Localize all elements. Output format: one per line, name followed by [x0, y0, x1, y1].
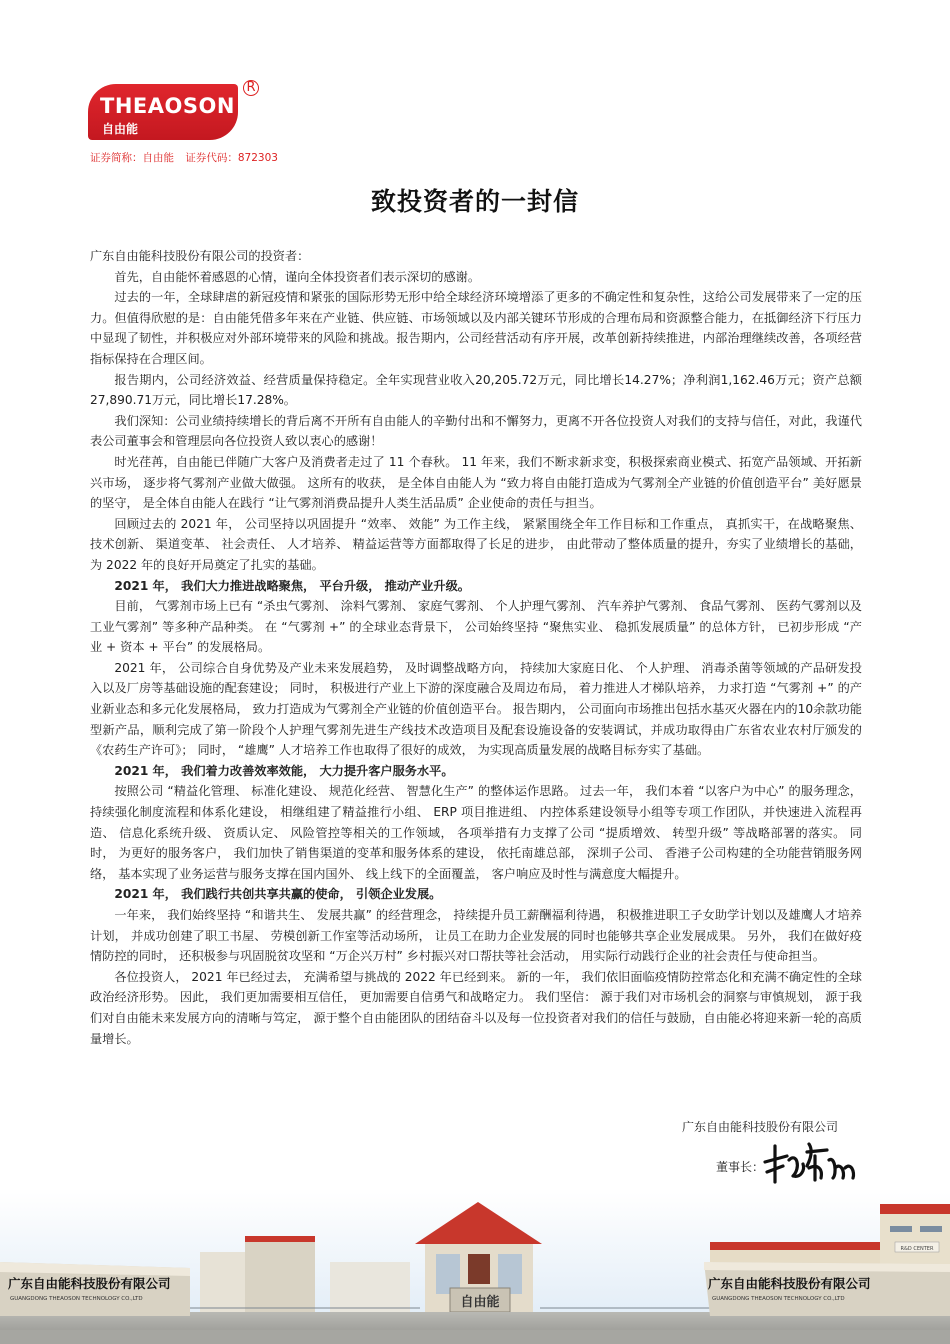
letter-paragraph: 我们深知：公司业绩持续增长的背后离不开所有自由能人的辛勤付出和不懈努力，更离不开各位投资人对我们的支持与信任，对此，我谨代表公司董事会和管理层向各位投资人致以衷心的感谢！ — [90, 413, 862, 449]
letter-paragraph: 过去的一年，全球肆虐的新冠疫情和紧张的国际形势无形中给全球经济环境增添了更多的不确定性和复杂性，这给公司发展带来了一定的压力。但值得欣慰的是：自由能凭借多年来在产业链、供应链、市场领域以及内部关键环节形成的合理布局和资源整合能力，在抵御经济下行压力中显现了韧性，并积极应对外部环境带来的风险和挑战。报告期内，公司经营活动有序开展，改革创新持续推进，内部治理继续改善，各项经营指标保持在合理区间。 — [90, 290, 862, 366]
gate-sign: 自由能 — [460, 1295, 500, 1310]
logo-chinese-text: 自由能 — [102, 122, 139, 136]
letter-paragraph: 报告期内，公司经济效益、经营质量保持稳定。全年实现营业收入20,205.72万元，同比增长14.27%；净利润1,162.46万元；资产总额27,890.71万元，同比增长17.28%。 — [90, 372, 862, 408]
letter-paragraph: 时光荏苒，自由能已伴随广大客户及消费者走过了 11 个春秋。 11 年来，我们不断求新求变，积极探索商业模式、拓宽产品领域、开拓新兴市场， 逐步将气雾剂产业做大做强。 这所有的收获， 是全体自由能人为 “致力将自由能打造成为气雾剂全产业链的价值创造平台” 美好愿景的坚守， 是全体自由能人在践行 “让气雾剂消费品提升人类生活品质” 企业使命的责任与担当。 — [90, 454, 862, 511]
letter-body — [90, 246, 862, 1049]
chairman-label: 董事长： — [716, 1160, 765, 1174]
building-sign: R&D CENTER — [900, 1246, 934, 1252]
section-heading: 2021 年， 我们践行共创共享共赢的使命， 引领企业发展。 — [114, 887, 442, 902]
registered-mark-icon: R — [243, 80, 259, 96]
logo-badge — [88, 84, 238, 140]
left-sign-cn: 广东自由能科技股份有限公司 — [8, 1276, 171, 1291]
stock-code: 证券代码：872303 — [185, 152, 278, 164]
logo-english-text: THEAOSON — [100, 94, 235, 118]
company-logo — [88, 80, 268, 144]
right-sign-en: GUANGDONG THEAOSON TECHNOLOGY CO.,LTD — [712, 1296, 845, 1302]
chairman-signature — [757, 1138, 867, 1190]
section-heading: 2021 年， 我们大力推进战略聚焦， 平台升级， 推动产业升级。 — [114, 578, 470, 593]
letter-paragraph: 各位投资人， 2021 年已经过去， 充满希望与挑战的 2022 年已经到来。 新的一年， 我们依旧面临疫情防控常态化和充满不确定性的全球政治经济形势。 因此， 我们更加需要相互信任， 更加需要自信勇气和战略定力。 我们坚信： 源于我们对市场机会的洞察与审慎规划， 源于我们对自由能未来发展方向的清晰与笃定， 源于整个自由能团队的团结奋斗以及每一位投资者对我们的信任与鼓励，自由能必将迎来新一轮的高质量增长。 — [90, 969, 862, 1046]
letter-paragraph: 回顾过去的 2021 年， 公司坚持以巩固提升 “效率、 效能” 为工作主线， 紧紧围绕全年工作目标和工作重点， 真抓实干，在战略聚焦、 技术创新、 渠道变革、 社会责任、 人才培养、 精益运营等方面都取得了长足的进步， 由此带动了整体质量的提升，夯实了业绩增长的基础， 为 2022 年的良好开局奠定了扎实的基础。 — [90, 516, 862, 572]
factory-photo — [0, 1192, 950, 1344]
letter-paragraph: 一年来， 我们始终坚持 “和谐共生、 发展共赢” 的经营理念， 持续提升员工薪酬福利待遇， 积极推进职工子女助学计划以及雄鹰人才培养计划， 并成功创建了职工书屋、 劳模创新工作室等活动场所， 让员工在助力企业发展的同时也能够共享企业发展成果。 另外， 我们在做好疫情防控的同时， 还积极参与巩固脱贫攻坚和 “万企兴万村” 乡村振兴对口帮扶等社会活动， 用实际行动践行企业的社会责任与使命担当。 — [90, 908, 862, 964]
section-heading: 2021 年， 我们着力改善效率效能， 大力提升客户服务水平。 — [114, 763, 454, 778]
letter-paragraph: 首先，自由能怀着感恩的心情，谨向全体投资者们表示深切的感谢。 — [114, 269, 481, 284]
stock-info — [90, 150, 286, 165]
letter-title: 致投资者的一封信 — [370, 187, 579, 216]
letter-paragraph: 目前， 气雾剂市场上已有 “杀虫气雾剂、 涂料气雾剂、 家庭气雾剂、 个人护理气雾剂、 汽车养护气雾剂、 食品气雾剂、 医药气雾剂以及工业气雾剂” 等多种产品种类。 在 “气雾剂 +” 的全球业态背景下， 公司始终坚持 “聚焦实业、 稳抓发展质量” 的总体方针， 已初步形成 “产业 + 资本 + 平台” 的发展格局。 — [90, 599, 862, 655]
salutation: 广东自由能科技股份有限公司的投资者： — [90, 249, 310, 263]
left-sign-en: GUANGDONG THEAOSON TECHNOLOGY CO.,LTD — [10, 1296, 143, 1302]
stock-short-name: 证券简称：自由能 — [90, 152, 174, 164]
letter-paragraph: 2021 年， 公司综合自身优势及产业未来发展趋势， 及时调整战略方向， 持续加大家庭日化、 个人护理、 消毒杀菌等领域的产品研发投入以及厂房等基础设施的配套建设； 同时， 积极进行产业上下游的深度融合及周边布局， 着力推进人才梯队培养， 力求打造 “气雾剂 +” 的产业新业态和多元化发展格局， 致力打造成为气雾剂全产业链的价值创造平台。 报告期内， 公司面向市场推出包括水基灭火器在内的10余款功能型新产品，顺利完成了第一阶段个人护理气雾剂先进生产线技术改造项目及配套设施设备的安装调试，并成功取得由广东省农业农村厅颁发的 《农药生产许可》； 同时， “雄鹰” 人才培养工作也取得了很好的成效， 为实现高质量发展的战略目标夯实了基础。 — [90, 660, 862, 758]
company-signoff: 广东自由能科技股份有限公司 — [682, 1120, 839, 1134]
letter-paragraph: 按照公司 “精益化管理、 标准化建设、 规范化经营、 智慧化生产” 的整体运作思路。 过去一年， 我们本着 “以客户为中心” 的服务理念， 持续强化制度流程和体系化建设， 相继组建了精益推行小组、 ERP 项目推进组、 内控体系建设领导小组等专项工作团队，并快速进入流程再造、 信息化系统升级、 资质认定、 风险管控等相关的工作领域， 各项举措有力支撑了公司 “提质增效、 转型升级” 等战略部署的落实。 同时， 为更好的服务客户， 我们加快了销售渠道的变革和服务体系的建设， 依托南雄总部， 深圳子公司、 香港子公司构建的全功能营销服务网络， 基本实现了业务运营与服务支撑在国内国外、 线上线下的全面覆盖， 客户响应及时性与满意度大幅提升。 — [90, 784, 862, 881]
right-sign-cn: 广东自由能科技股份有限公司 — [708, 1276, 871, 1291]
